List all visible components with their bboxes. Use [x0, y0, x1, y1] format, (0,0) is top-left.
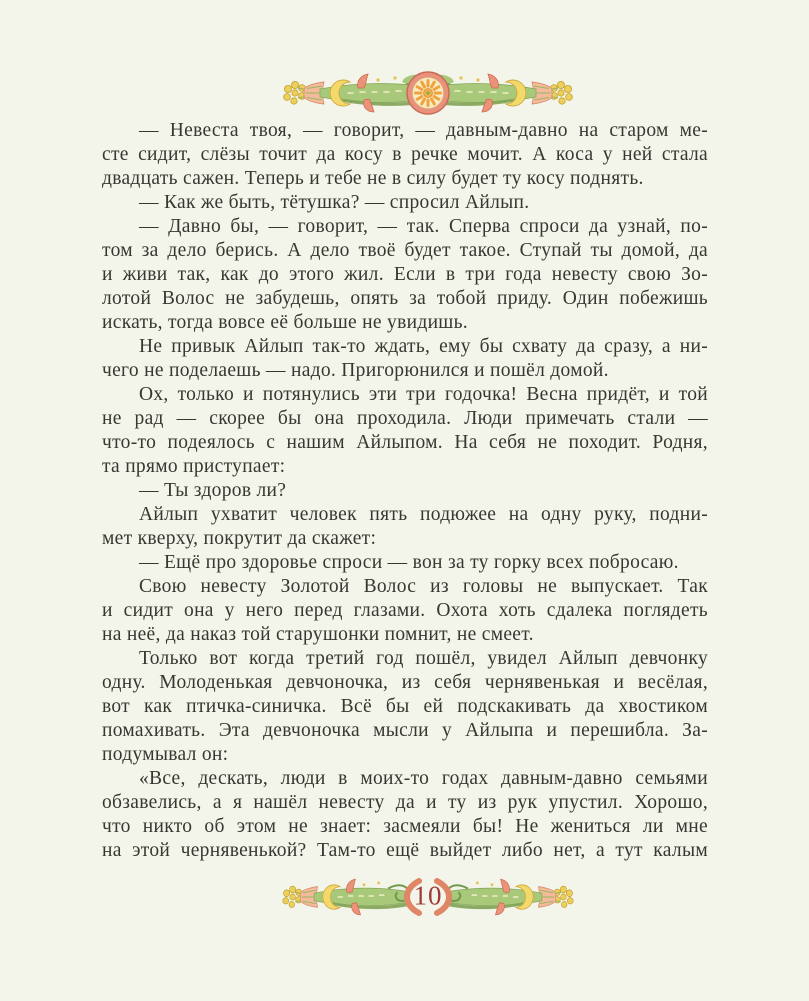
text-line: Свою невесту Золотой Волос из головы не выпускает. Так — [139, 576, 708, 597]
text-line: и живи так, как до этого жил. Если в три года невесту свою Зо- — [102, 264, 708, 285]
text-line: на неё, да наказ той старушонки помнит, не смеет. — [102, 624, 534, 645]
text-line: «Все, дескать, люди в моих-то годах давным-давно семьями — [139, 768, 708, 789]
text-line: — Давно бы, — говорит, — так. Сперва спроси да узнай, по- — [139, 216, 708, 237]
paragraph — [102, 647, 708, 767]
text-line: — Невеста твоя, — говорит, — давным-давно на старом ме- — [139, 120, 708, 141]
text-line: обзавелись, а я нашёл невесту да и ту из рук упустил. Хорошо, — [102, 792, 708, 813]
paragraph — [102, 335, 708, 383]
text-line: помахивать. Эта девчоночка мысли у Айлыпа и перешибла. За- — [102, 720, 708, 741]
paragraph — [102, 479, 708, 503]
text-line: — Ещё про здоровье спроси — вон за ту горку всех побросаю. — [139, 552, 679, 573]
text-line: Только вот когда третий год пошёл, увидел Айлып девчонку — [139, 648, 708, 669]
text-line: на этой чернявенькой? Там-то ещё выйдет либо нет, а тут калым — [102, 840, 708, 861]
paragraph — [102, 551, 708, 575]
text-line: что никто об этом не знает: засмеяли бы! Не жениться ли мне — [102, 816, 708, 837]
paragraph — [102, 191, 708, 215]
text-line: и сидит она у него перед глазами. Охота хоть сдалека поглядеть — [102, 600, 708, 621]
text-line: лотой Волос не забудешь, опять за тобой приду. Один побежишь — [102, 288, 708, 309]
page-text — [102, 119, 708, 863]
text-line: Не привык Айлып так-то ждать, ему бы схвату да сразу, а ни- — [139, 336, 708, 357]
text-line: подумывал он: — [102, 744, 229, 765]
bottom-floral-ornament — [278, 872, 578, 922]
text-line: искать, тогда вовсе её больше не увидишь. — [102, 312, 468, 333]
paragraph — [102, 383, 708, 479]
text-line: — Как же быть, тётушка? — спросил Айлып. — [139, 192, 530, 213]
text-line: двадцать сажен. Теперь и тебе не в силу будет ту косу поднять. — [102, 168, 644, 189]
text-line: Айлып ухватит человек пять подюжее на одну руку, подни- — [139, 504, 708, 525]
text-line: та прямо приступает: — [102, 456, 286, 477]
text-line: чего не поделаешь — надо. Пригорюнился и пошёл домой. — [102, 360, 609, 381]
paragraph — [102, 767, 708, 863]
paragraph — [102, 215, 708, 335]
text-line: сте сидит, слёзы точит да косу в речке мочит. А коса у ней стала — [102, 144, 708, 165]
text-line: одну. Молоденькая девчоночка, из себя чернявенькая и весёлая, — [102, 672, 708, 693]
text-line: том за дело берись. А дело твоё будет такое. Ступай ты домой, да — [102, 240, 708, 261]
floral-vine-divider-icon — [278, 68, 578, 118]
text-line: мет кверху, покрутит да скажет: — [102, 528, 377, 549]
text-line: не рад — скорее бы она проходила. Люди примечать стали — — [102, 408, 708, 429]
paragraph — [102, 503, 708, 551]
top-floral-ornament — [278, 68, 578, 118]
text-line: вот как птичка-синичка. Всё бы ей подскакивать да хвостиком — [102, 696, 708, 717]
text-line: Ох, только и потянулись эти три годочка! Весна придёт, и той — [139, 384, 708, 405]
page-number: 10 — [413, 880, 443, 911]
text-line: что-то подеялось с нашим Айлыпом. На себя не походит. Родня, — [102, 432, 708, 453]
medallion-flower-icon — [401, 72, 454, 114]
paragraph — [102, 575, 708, 647]
text-line: — Ты здоров ли? — [139, 480, 287, 501]
paragraph — [102, 119, 708, 191]
